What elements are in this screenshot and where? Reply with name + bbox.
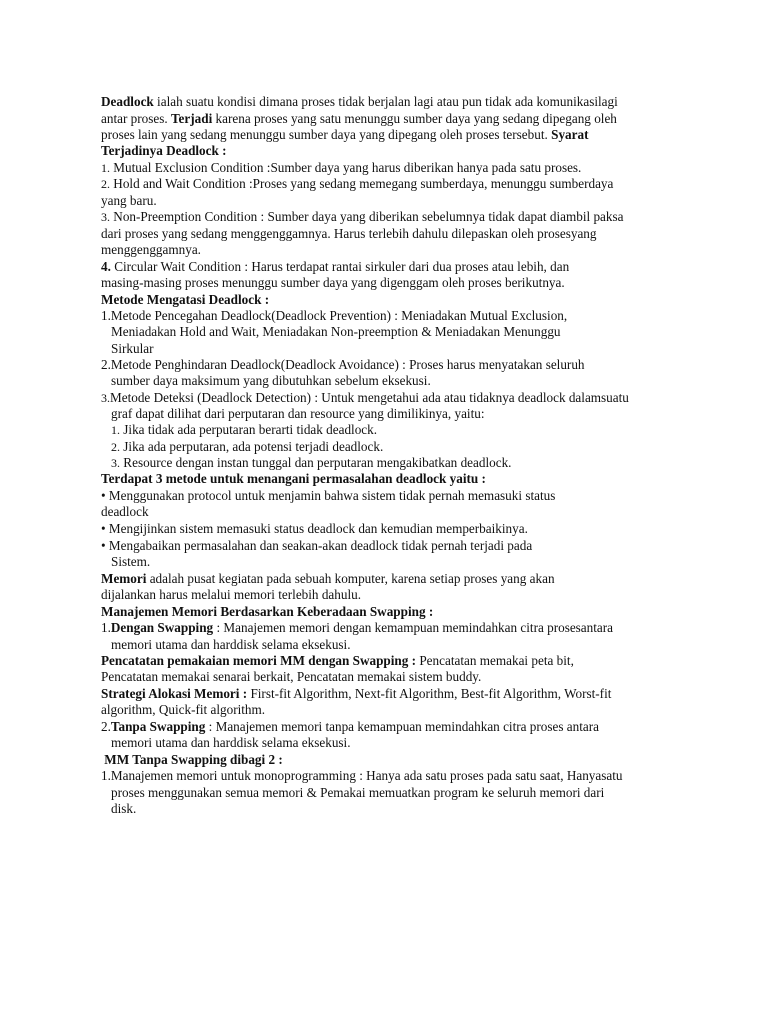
swapping-item-1: 1.Dengan Swapping : Manajemen memori dengan kemampuan memindahkan citra prosesantara: [101, 620, 614, 635]
condition-item-3: 3. Non-Preemption Condition : Sumber daya yang diberikan sebelumnya tidak dapat diambil paksa: [101, 209, 624, 224]
method-item-3: 3.Metode Deteksi (Deadlock Detection) : Untuk mengetahui ada atau tidaknya deadlock dalamsuatu: [101, 390, 629, 405]
heading-tiga-metode: Terdapat 3 metode untuk menangani permasalahan deadlock yaitu :: [101, 471, 486, 486]
heading-manajemen-memori: Manajemen Memori Berdasarkan Keberadaan Swapping :: [101, 604, 434, 619]
method-item-2-cont: sumber daya maksimum yang dibutuhkan sebelum eksekusi.: [111, 373, 431, 388]
bullet-item-3: • Mengabaikan permasalahan dan seakan-akan deadlock tidak pernah terjadi pada: [101, 538, 533, 553]
heading-metode-mengatasi: Metode Mengatasi Deadlock :: [101, 292, 270, 307]
heading-mm-tanpa-swapping: MM Tanpa Swapping dibagi 2 :: [101, 752, 283, 767]
method-item-3-cont: graf dapat dilihat dari perputaran dan resource yang dimilikinya, yaitu:: [111, 406, 485, 421]
strategi-line-1: Strategi Alokasi Memori : First-fit Algorithm, Next-fit Algorithm, Best-fit Algorithm, Worst-fit: [101, 686, 612, 701]
condition-item-2: 2. Hold and Wait Condition :Proses yang sedang memegang sumberdaya, menunggu sumberdaya: [101, 176, 614, 191]
condition-item-4-cont: masing-masing proses menunggu sumber daya yang digenggam oleh proses berikutnya.: [101, 275, 565, 290]
deadlock-definition-line-2: antar proses. Terjadi karena proses yang satu menunggu sumber daya yang sedang dipegang oleh: [101, 111, 617, 126]
bullet-item-3-cont: Sistem.: [111, 554, 151, 569]
condition-item-3-cont2: menggenggamnya.: [101, 242, 201, 257]
condition-item-4: 4. Circular Wait Condition : Harus terdapat rantai sirkuler dari dua proses atau lebih, dan: [101, 259, 570, 274]
deadlock-definition-line-1: Deadlock ialah suatu kondisi dimana proses tidak berjalan lagi atau pun tidak ada komunikasilagi: [101, 94, 618, 109]
condition-item-1: 1. Mutual Exclusion Condition :Sumber daya yang harus diberikan hanya pada satu proses.: [101, 160, 582, 175]
method-item-2: 2.Metode Penghindaran Deadlock(Deadlock Avoidance) : Proses harus menyatakan seluruh: [101, 357, 585, 372]
heading-syarat-deadlock: Terjadinya Deadlock :: [101, 143, 227, 158]
swapping-item-1-cont: memori utama dan harddisk selama eksekusi.: [111, 637, 351, 652]
method-item-1-cont2: Sirkular: [111, 341, 154, 356]
method-item-1-cont: Meniadakan Hold and Wait, Meniadakan Non-preemption & Meniadakan Menunggu: [111, 324, 561, 339]
bullet-item-1-cont: deadlock: [101, 504, 149, 519]
detection-subitem-3: 3. Resource dengan instan tunggal dan perputaran mengakibatkan deadlock.: [111, 455, 512, 470]
pencatatan-line-2: Pencatatan memakai senarai berkait, Pencatatan memakai sistem buddy.: [101, 669, 482, 684]
condition-item-2-cont: yang baru.: [101, 193, 157, 208]
detection-subitem-2: 2. Jika ada perputaran, ada potensi terjadi deadlock.: [111, 439, 384, 454]
detection-subitem-1: 1. Jika tidak ada perputaran berarti tidak deadlock.: [111, 422, 378, 437]
method-item-1: 1.Metode Pencegahan Deadlock(Deadlock Prevention) : Meniadakan Mutual Exclusion,: [101, 308, 568, 323]
strategi-line-2: algorithm, Quick-fit algorithm.: [101, 702, 266, 717]
swapping-item-2-cont: memori utama dan harddisk selama eksekusi.: [111, 735, 351, 750]
swapping-item-2: 2.Tanpa Swapping : Manajemen memori tanpa kemampuan memindahkan citra proses antara: [101, 719, 599, 734]
bullet-item-2: • Mengijinkan sistem memasuki status deadlock dan kemudian memperbaikinya.: [101, 521, 528, 536]
memori-definition-line-1: Memori adalah pusat kegiatan pada sebuah komputer, karena setiap proses yang akan: [101, 571, 555, 586]
mono-item-1: 1.Manajemen memori untuk monoprogramming : Hanya ada satu proses pada satu saat, Hanyasatu: [101, 768, 623, 783]
condition-item-3-cont: dari proses yang sedang menggenggamnya. Harus terlebih dahulu dilepaskan oleh prosesyang: [101, 226, 597, 241]
pencatatan-line-1: Pencatatan pemakaian memori MM dengan Swapping : Pencatatan memakai peta bit,: [101, 653, 574, 668]
deadlock-definition-line-3: proses lain yang sedang menunggu sumber daya yang dipegang oleh proses tersebut. Syarat: [101, 127, 589, 142]
mono-item-1-cont2: disk.: [111, 801, 137, 816]
bullet-item-1: • Menggunakan protocol untuk menjamin bahwa sistem tidak pernah memasuki status: [101, 488, 556, 503]
mono-item-1-cont: proses menggunakan semua memori & Pemakai memuatkan program ke seluruh memori dari: [111, 785, 605, 800]
memori-definition-line-2: dijalankan harus melalui memori terlebih dahulu.: [101, 587, 362, 602]
